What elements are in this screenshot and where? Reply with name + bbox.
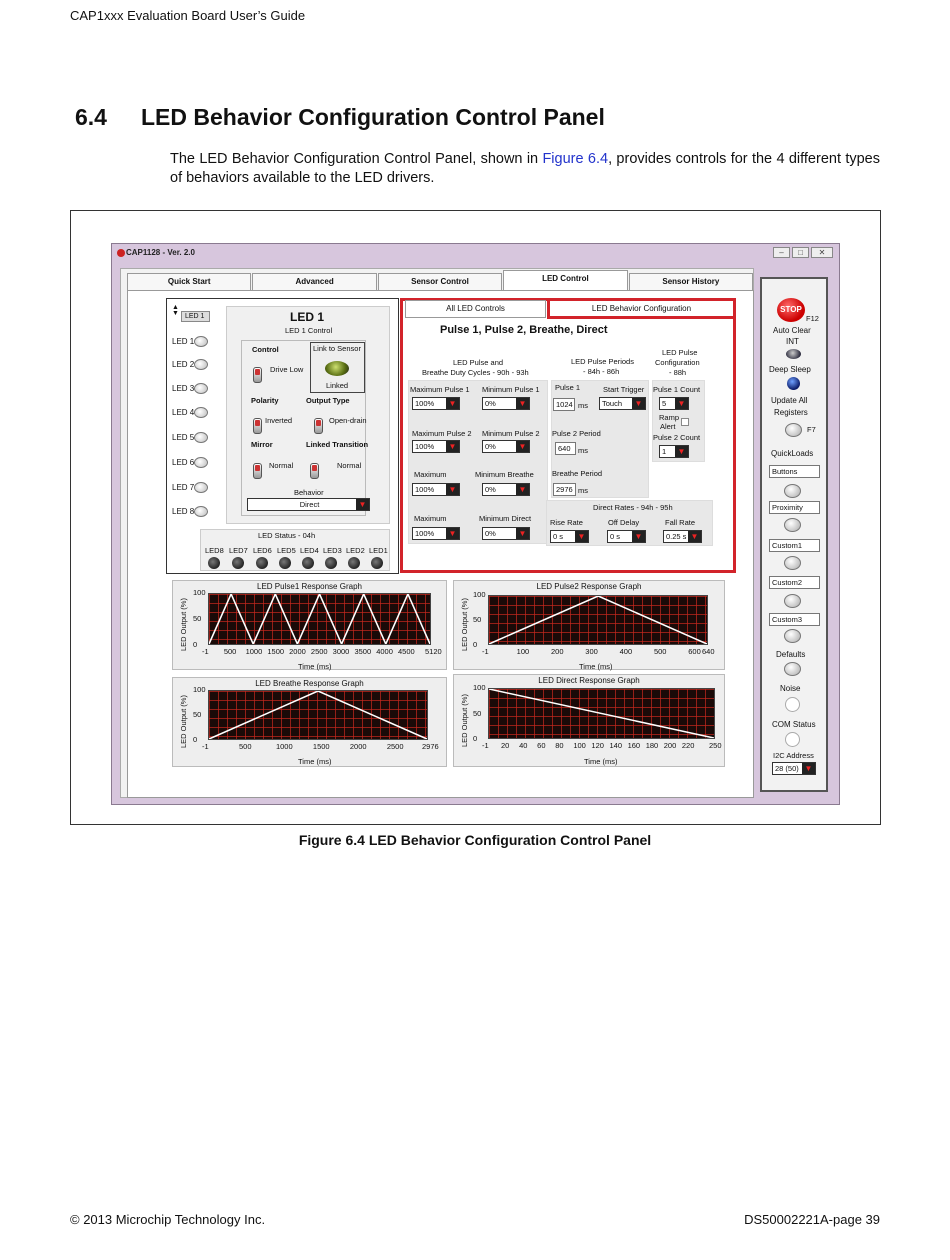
y-tick-label: 50 [473, 615, 482, 624]
status-led-label: LED1 [369, 546, 388, 555]
f12-label: F12 [806, 314, 819, 323]
y-tick-label: 0 [193, 735, 198, 744]
deep-sleep-label: Deep Sleep [769, 365, 811, 374]
start-trigger-value: Touch [602, 399, 623, 408]
pulse1-label: Pulse 1 [555, 383, 581, 392]
quickloads-label: QuickLoads [771, 449, 814, 458]
status-led-label: LED3 [323, 546, 342, 555]
pulse2-count-value: 1 [662, 447, 667, 456]
deep-sleep-indicator[interactable] [787, 377, 800, 390]
linked-label: Linked [326, 381, 349, 390]
off-delay-label: Off Delay [608, 518, 640, 527]
direct-graph [453, 674, 725, 767]
preset-name-field[interactable]: Custom1 [769, 539, 820, 552]
tab-sensor-control[interactable]: Sensor Control [378, 273, 502, 291]
y-tick-label: 100 [193, 588, 206, 597]
dropdown-arrow-icon: ▼ [632, 398, 645, 409]
led-8-button[interactable] [194, 506, 208, 517]
i2c-address-value: 28 (50) [775, 764, 799, 773]
control-value: Drive Low [270, 365, 304, 374]
x-tick-label: 4000 [376, 647, 393, 656]
dropdown-arrow-icon: ▼ [802, 763, 815, 774]
y-axis-label: LED Output (%) [460, 694, 469, 747]
x-tick-label: -1 [482, 741, 489, 750]
pulse-config-header-line2: Configuration [655, 358, 700, 367]
output-type-value: Open-drain [329, 416, 367, 425]
max-pulse2-label: Maximum Pulse 2 [412, 429, 472, 438]
led-list-label: LED 2 [172, 360, 195, 369]
direct-plot-svg [489, 689, 714, 738]
x-tick-label: 5120 [425, 647, 442, 656]
pulse1-count-label: Pulse 1 Count [653, 385, 701, 394]
led-subtitle: LED 1 Control [285, 326, 333, 335]
x-tick-label: 220 [681, 741, 695, 750]
config-heading: Pulse 1, Pulse 2, Breathe, Direct [440, 324, 608, 336]
int-indicator [786, 349, 801, 359]
x-tick-label: 40 [519, 741, 528, 750]
i2c-address-dropdown[interactable] [772, 762, 816, 775]
update-all-button[interactable] [785, 423, 802, 437]
plot-area [488, 688, 715, 739]
close-icon[interactable]: ✕ [811, 247, 833, 258]
periods-header-line1: LED Pulse Periods [571, 357, 634, 366]
pulse1-input[interactable]: 1024 [553, 398, 575, 411]
led-7-button[interactable] [194, 482, 208, 493]
status-led-indicator [325, 557, 337, 569]
x-tick-label: 600 [688, 647, 701, 656]
dropdown-arrow-icon: ▼ [446, 441, 459, 452]
x-tick-label: 2500 [386, 742, 404, 751]
x-tick-label: 1000 [275, 742, 293, 751]
x-axis-label: Time (ms) [584, 757, 618, 766]
ramp-alert-label-1: Ramp [659, 413, 680, 422]
pulse2-period-unit: ms [578, 446, 588, 455]
defaults-label: Defaults [776, 650, 806, 659]
x-tick-label: 1000 [245, 647, 263, 656]
noise-indicator [785, 697, 800, 712]
dropdown-arrow-icon: ▼ [675, 446, 688, 457]
preset-load-button[interactable] [784, 594, 801, 608]
rise-rate-value: 0 s [553, 532, 564, 541]
x-tick-label: 120 [591, 741, 604, 750]
chart-title: LED Breathe Response Graph [255, 679, 364, 688]
update-all-label-2: Registers [774, 408, 808, 417]
min-pulse2-label: Minimum Pulse 2 [482, 429, 540, 438]
maximize-icon[interactable]: □ [792, 247, 809, 258]
x-axis-label: Time (ms) [579, 662, 613, 671]
breathe-period-input[interactable]: 2976 [553, 483, 576, 496]
status-led-label: LED6 [253, 546, 272, 555]
app-logo-icon [117, 249, 125, 257]
max-pulse2-value: 100% [415, 442, 435, 451]
x-tick-label: 500 [223, 647, 237, 656]
control-label: Control [252, 345, 279, 354]
chart-title: LED Pulse1 Response Graph [257, 582, 362, 591]
min-pulse1-dropdown[interactable] [482, 397, 530, 410]
min-pulse2-dropdown[interactable] [482, 440, 530, 453]
pulse1-count-value: 5 [662, 399, 667, 408]
y-tick-label: 0 [473, 640, 478, 649]
led-selector-arrows-icon[interactable]: ▲ ▼ [172, 304, 179, 317]
x-axis-label: Time (ms) [298, 662, 332, 671]
intro-paragraph [170, 150, 880, 188]
status-led-indicator [302, 557, 314, 569]
fall-rate-label: Fall Rate [665, 518, 696, 527]
x-tick-label: 60 [537, 741, 546, 750]
direct-rates-label: Direct Rates - 94h - 95h [593, 503, 673, 512]
tab-sensor-history[interactable]: Sensor History [629, 273, 753, 291]
link-to-sensor-label: Link to Sensor [313, 344, 361, 353]
fall-rate-value: 0.25 s [666, 532, 687, 541]
y-tick-label: 50 [193, 614, 202, 623]
pulse1-plot-svg [209, 594, 430, 644]
led-1-button[interactable] [194, 336, 208, 347]
chart-title: LED Pulse2 Response Graph [536, 582, 642, 591]
x-tick-label: 160 [627, 741, 641, 750]
control-toggle[interactable] [253, 367, 262, 383]
off-delay-value: 0 s [610, 532, 621, 541]
linked-transition-value: Normal [337, 461, 362, 470]
x-tick-label: 2976 [422, 742, 439, 751]
x-tick-label: 2500 [310, 647, 328, 656]
x-tick-label: -1 [482, 647, 489, 656]
plot-area [208, 593, 431, 645]
x-tick-label: 500 [239, 742, 252, 751]
min-breathe-label: Minimum Breathe [475, 470, 534, 479]
window-buttons [773, 247, 833, 258]
preset-load-button[interactable] [784, 518, 801, 532]
y-tick-label: 100 [473, 683, 486, 692]
max-pulse1-dropdown[interactable] [412, 397, 460, 410]
f7-label: F7 [807, 425, 816, 434]
y-tick-label: 50 [193, 710, 202, 719]
ramp-alert-label-2: Alert [660, 422, 676, 431]
y-axis-label: LED Output (%) [460, 598, 469, 651]
polarity-toggle[interactable] [253, 418, 262, 434]
breathe-period-label: Breathe Period [552, 469, 603, 478]
led-list-label: LED 8 [172, 507, 195, 516]
y-axis-label: LED Output (%) [179, 598, 188, 651]
rise-rate-dropdown[interactable] [550, 530, 589, 543]
duty-header-line1: LED Pulse and [453, 358, 504, 367]
dropdown-arrow-icon: ▼ [356, 499, 369, 510]
mirror-value: Normal [269, 461, 294, 470]
status-led-indicator [232, 557, 244, 569]
x-tick-label: 200 [663, 741, 677, 750]
auto-clear-label: Auto Clear [773, 326, 811, 335]
pulse1-count-dropdown[interactable] [659, 397, 689, 410]
behavior-label: Behavior [294, 488, 324, 497]
status-led-label: LED8 [205, 546, 224, 555]
led-list-label: LED 6 [172, 458, 195, 467]
max-direct-label: Maximum [414, 514, 447, 523]
x-tick-label: 80 [555, 741, 564, 750]
status-led-indicator [256, 557, 268, 569]
preset-load-button[interactable] [784, 556, 801, 570]
x-tick-label: -1 [202, 742, 209, 751]
preset-name-field[interactable]: Proximity [769, 501, 820, 514]
status-led-indicator [371, 557, 383, 569]
status-led-indicator [208, 557, 220, 569]
min-breathe-dropdown[interactable] [482, 483, 530, 496]
max-breathe-label: Maximum [414, 470, 447, 479]
y-tick-label: 0 [473, 734, 478, 743]
pulse2-period-input[interactable]: 640 [555, 442, 576, 455]
y-tick-label: 100 [473, 590, 486, 599]
x-tick-label: 640 [702, 647, 715, 656]
i2c-address-label: I2C Address [773, 751, 814, 760]
led-list-label: LED 5 [172, 433, 195, 442]
led-2-button[interactable] [194, 359, 208, 370]
breathe-graph [172, 677, 447, 767]
min-breathe-value: 0% [485, 485, 496, 494]
series-line [209, 594, 430, 644]
update-all-label-1: Update All [771, 396, 808, 405]
min-direct-dropdown[interactable] [482, 527, 530, 540]
pulse2-plot-svg [489, 596, 707, 644]
window-title: CAP1128 - Ver. 2.0 [126, 248, 195, 257]
min-pulse1-label: Minimum Pulse 1 [482, 385, 540, 394]
dropdown-arrow-icon: ▼ [575, 531, 588, 542]
plot-area [488, 595, 708, 645]
x-tick-label: 500 [653, 647, 667, 656]
start-trigger-label: Start Trigger [603, 385, 645, 394]
linked-transition-toggle[interactable] [310, 463, 319, 479]
x-tick-label: 1500 [267, 647, 285, 656]
x-tick-label: 4500 [398, 647, 415, 656]
rise-rate-label: Rise Rate [550, 518, 583, 527]
off-delay-dropdown[interactable] [607, 530, 646, 543]
section-title: LED Behavior Configuration Control Panel [141, 104, 605, 130]
max-direct-value: 100% [415, 529, 435, 538]
preset-name-field[interactable]: Custom2 [769, 576, 820, 589]
max-breathe-dropdown[interactable] [412, 483, 460, 496]
min-direct-label: Minimum Direct [479, 514, 532, 523]
pulse2-count-dropdown[interactable] [659, 445, 689, 458]
dropdown-arrow-icon: ▼ [688, 531, 701, 542]
com-status-label: COM Status [772, 720, 816, 729]
series-line [489, 596, 707, 644]
dropdown-arrow-icon: ▼ [516, 528, 529, 539]
ramp-alert-checkbox[interactable] [681, 418, 689, 426]
preset-name-field[interactable]: Custom3 [769, 613, 820, 626]
intro-text-after: , provides controls for the 4 different types of behaviors available to the LED drivers. [170, 151, 880, 186]
y-tick-label: 50 [473, 708, 482, 718]
behavior-value: Direct [299, 500, 320, 509]
breathe-period-unit: ms [578, 486, 588, 495]
x-tick-label: 20 [500, 741, 510, 750]
x-tick-label: 140 [609, 741, 623, 750]
duty-header-line2: Breathe Duty Cycles - 90h - 93h [422, 368, 529, 377]
tab-all-led-controls[interactable]: All LED Controls [405, 300, 546, 318]
led-6-button[interactable] [194, 457, 208, 468]
fall-rate-dropdown[interactable] [663, 530, 702, 543]
linked-transition-label: Linked Transition [306, 440, 369, 449]
led-5-button[interactable] [194, 432, 208, 443]
max-pulse1-label: Maximum Pulse 1 [410, 385, 470, 394]
main-tabs [127, 273, 754, 291]
status-led-label: LED7 [229, 546, 248, 555]
max-breathe-value: 100% [415, 485, 435, 494]
dropdown-arrow-icon: ▼ [675, 398, 688, 409]
x-tick-label: 3500 [354, 647, 372, 656]
preset-load-button[interactable] [784, 629, 801, 643]
x-tick-label: 3000 [332, 647, 350, 656]
led-list-label: LED 1 [172, 337, 195, 346]
footer-page-number: DS50002221A-page 39 [744, 1212, 880, 1227]
y-tick-label: 100 [193, 685, 206, 694]
breathe-plot-svg [209, 691, 427, 739]
tab-led-behavior-configuration[interactable]: LED Behavior Configuration [547, 298, 736, 319]
pulse2-period-label: Pulse 2 Period [552, 429, 601, 438]
led-4-button[interactable] [194, 407, 208, 418]
x-tick-label: 2000 [349, 742, 367, 751]
min-direct-value: 0% [485, 529, 496, 538]
tab-led-control[interactable]: LED Control [503, 270, 627, 290]
pulse-config-header-line3: - 88h [669, 368, 687, 377]
led-list-label: LED 7 [172, 483, 195, 492]
stop-button[interactable]: STOP [777, 298, 805, 322]
min-pulse1-value: 0% [485, 399, 496, 408]
max-pulse1-value: 100% [415, 399, 435, 408]
tab-advanced[interactable]: Advanced [252, 273, 376, 291]
section-number: 6.4 [75, 104, 107, 130]
dropdown-arrow-icon: ▼ [516, 398, 529, 409]
y-tick-label: 0 [193, 640, 198, 649]
status-led-label: LED4 [300, 546, 319, 555]
chart-title: LED Direct Response Graph [538, 676, 640, 685]
series-line [489, 689, 714, 738]
x-tick-label: 400 [619, 647, 633, 656]
led-list-label: LED 4 [172, 408, 195, 417]
max-direct-dropdown[interactable] [412, 527, 460, 540]
led-list-label: LED 3 [172, 384, 195, 393]
dropdown-arrow-icon: ▼ [632, 531, 645, 542]
defaults-button[interactable] [784, 662, 801, 676]
linked-led-button[interactable] [325, 361, 349, 376]
pulse2-count-label: Pulse 2 Count [653, 433, 701, 442]
behavior-dropdown[interactable] [247, 498, 370, 511]
int-label: INT [786, 337, 799, 346]
running-header: CAP1xxx Evaluation Board User’s Guide [70, 8, 306, 23]
status-led-indicator [279, 557, 291, 569]
intro-text-before: The LED Behavior Configuration Control Panel, shown in [170, 151, 543, 167]
polarity-label: Polarity [251, 396, 279, 405]
x-tick-label: 200 [550, 647, 564, 656]
x-tick-label: 300 [585, 647, 598, 656]
figure-caption: Figure 6.4 LED Behavior Configuration Control Panel [298, 832, 652, 848]
mirror-label: Mirror [251, 440, 273, 449]
plot-area [208, 690, 428, 740]
x-tick-label: 100 [516, 647, 530, 656]
tab-quick-start[interactable]: Quick Start [127, 273, 251, 291]
x-tick-label: 180 [645, 741, 659, 750]
dropdown-arrow-icon: ▼ [516, 441, 529, 452]
footer-copyright: © 2013 Microchip Technology Inc. [70, 1212, 266, 1227]
status-led-label: LED5 [277, 546, 296, 555]
led-status-label: LED Status - 04h [258, 531, 316, 540]
status-led-label: LED2 [346, 546, 365, 555]
dropdown-arrow-icon: ▼ [446, 484, 459, 495]
x-tick-label: 100 [573, 741, 586, 750]
noise-label: Noise [780, 684, 801, 693]
output-type-toggle[interactable] [314, 418, 323, 434]
pulse1-unit: ms [578, 401, 588, 410]
dropdown-arrow-icon: ▼ [446, 528, 459, 539]
preset-load-button[interactable] [784, 484, 801, 498]
min-pulse2-value: 0% [485, 442, 496, 451]
output-type-label: Output Type [306, 396, 350, 405]
pulse2-graph [453, 580, 725, 670]
polarity-value: Inverted [265, 416, 293, 425]
start-trigger-dropdown[interactable] [599, 397, 646, 410]
status-led-indicator [348, 557, 360, 569]
pulse-config-header-line1: LED Pulse [662, 348, 698, 357]
led-title: LED 1 [290, 310, 325, 324]
led-selector[interactable]: LED 1 [181, 311, 210, 322]
mirror-toggle[interactable] [253, 463, 262, 479]
minimize-icon[interactable]: – [773, 247, 790, 258]
x-axis-label: Time (ms) [298, 757, 332, 766]
x-tick-label: 250 [709, 741, 722, 750]
figure-link[interactable]: Figure 6.4 [542, 151, 609, 167]
x-tick-label: 1500 [312, 742, 330, 751]
y-axis-label: LED Output (%) [179, 695, 188, 748]
periods-header-line2: - 84h - 86h [583, 367, 620, 376]
preset-name-field[interactable]: Buttons [769, 465, 820, 478]
dropdown-arrow-icon: ▼ [516, 484, 529, 495]
max-pulse2-dropdown[interactable] [412, 440, 460, 453]
series-line [209, 691, 427, 739]
x-tick-label: 2000 [289, 647, 306, 656]
dropdown-arrow-icon: ▼ [446, 398, 459, 409]
com-status-indicator [785, 732, 800, 747]
led-3-button[interactable] [194, 383, 208, 394]
pulse1-graph [172, 580, 447, 670]
x-tick-label: -1 [202, 647, 209, 656]
